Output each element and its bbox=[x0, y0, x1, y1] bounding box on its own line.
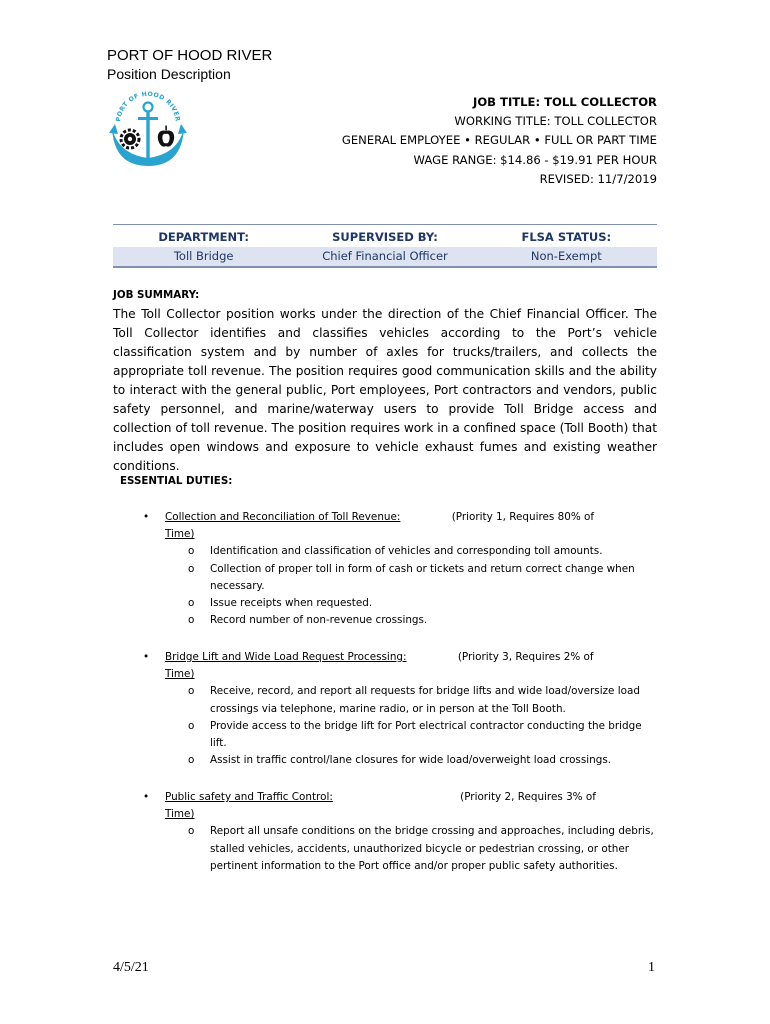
sub-bullet-icon: o bbox=[188, 754, 195, 767]
duty-item bbox=[113, 649, 673, 769]
duty-subitem bbox=[113, 543, 660, 560]
document-subtitle: Position Description bbox=[107, 66, 231, 82]
flsa-status-value: Non-Exempt bbox=[530, 249, 602, 263]
department-header: DEPARTMENT: bbox=[158, 230, 249, 244]
duty-priority-cont-text: Time) bbox=[165, 808, 195, 821]
duty-priority: (Priority 3, Requires 2% of bbox=[457, 651, 594, 663]
duty-subitem bbox=[113, 612, 660, 629]
employee-classification: GENERAL EMPLOYEE • REGULAR • FULL OR PART TIME bbox=[341, 133, 657, 148]
duty-priority: (Priority 1, Requires 80% of bbox=[451, 511, 595, 523]
duty-subitem bbox=[113, 561, 660, 595]
duty-priority-cont-text: Time) bbox=[165, 668, 195, 681]
duty-subitem-text: Receive, record, and report all requests for bridge lifts and wide load/oversize load crossings via telephone, marine radio, or in person at the Toll Booth. bbox=[210, 685, 640, 715]
footer-date: 4/5/21 bbox=[113, 960, 149, 975]
department-table bbox=[113, 224, 657, 268]
page-number: 1 bbox=[648, 960, 655, 975]
wage-range: WAGE RANGE: $14.86 - $19.91 PER HOUR bbox=[413, 152, 657, 167]
duty-heading bbox=[113, 649, 673, 666]
duty-subitem bbox=[113, 595, 660, 612]
duty-title: Bridge Lift and Wide Load Request Processing: bbox=[165, 651, 407, 663]
sub-bullet-icon: o bbox=[188, 614, 195, 627]
duty-subitem-text: Issue receipts when requested. bbox=[210, 597, 373, 610]
duty-priority-cont bbox=[113, 666, 673, 683]
sub-bullet-icon: o bbox=[188, 685, 195, 698]
duty-heading bbox=[113, 789, 673, 806]
duty-priority: (Priority 2, Requires 3% of bbox=[460, 791, 596, 803]
revised-date: REVISED: 11/7/2019 bbox=[539, 171, 657, 186]
bullet-icon: • bbox=[143, 511, 150, 523]
department-value: Toll Bridge bbox=[173, 249, 234, 263]
logo-text: PORT OF HOOD RIVER bbox=[115, 90, 181, 123]
flsa-status-header: FLSA STATUS: bbox=[521, 230, 612, 244]
sub-bullet-icon: o bbox=[188, 597, 195, 610]
bullet-icon: • bbox=[143, 791, 150, 803]
duty-item bbox=[113, 509, 673, 629]
duty-subitem-text: Identification and classification of vehicles and corresponding toll amounts. bbox=[210, 545, 603, 558]
department-table-values bbox=[113, 247, 657, 266]
duty-priority-cont bbox=[113, 526, 673, 543]
sub-bullet-icon: o bbox=[188, 825, 195, 838]
working-title: WORKING TITLE: TOLL COLLECTOR bbox=[454, 114, 657, 129]
duty-subitem bbox=[113, 823, 660, 875]
duty-subitem bbox=[113, 683, 660, 717]
supervised-by-header: SUPERVISED BY: bbox=[332, 230, 438, 244]
port-logo bbox=[108, 88, 188, 174]
duty-priority-cont-text: Time) bbox=[165, 528, 195, 541]
duty-subitem bbox=[113, 718, 660, 752]
organization-name: PORT OF HOOD RIVER bbox=[107, 47, 273, 64]
sub-bullet-icon: o bbox=[188, 562, 195, 575]
sub-bullet-icon: o bbox=[188, 719, 195, 732]
duty-item bbox=[113, 789, 673, 875]
sub-bullet-icon: o bbox=[188, 545, 195, 558]
job-summary-text: The Toll Collector position works under the direction of the Chief Financial Officer. The Toll Collector identifies and classifies vehicles according to the Port’s vehicle classification system and by number of axles for trucks/trailers, and collects the appropriate toll revenue. The position requires good communication skills and the ability to interact with the general public, Port employees, Port contractors and vendors, public safety personnel, and marine/waterway users to provide Toll Bridge access and collection of toll revenue. The position requires work in a confined space (Toll Booth) that includes open windows and exposure to vehicle exhaust fumes and existing weather conditions. bbox=[113, 307, 657, 473]
duty-title: Public safety and Traffic Control: bbox=[165, 791, 333, 803]
essential-duties-label: ESSENTIAL DUTIES: bbox=[120, 475, 233, 487]
duty-subitem bbox=[113, 752, 660, 769]
duty-heading bbox=[113, 509, 673, 526]
job-summary-label: JOB SUMMARY: bbox=[113, 289, 200, 301]
duty-subitem-text: Report all unsafe conditions on the bridge crossing and approaches, including debris, stalled vehicles, accidents, unauthorized bicycle or pedestrian crossing, or other pertinent information to the Port office and/or proper public safety authorities. bbox=[210, 825, 654, 872]
job-title: JOB TITLE: TOLL COLLECTOR bbox=[473, 95, 657, 109]
gear-icon bbox=[121, 130, 139, 148]
apple-icon bbox=[158, 126, 174, 147]
duty-subitem-text: Provide access to the bridge lift for Port electrical contractor conducting the bridge lift. bbox=[210, 719, 642, 750]
supervised-by-value: Chief Financial Officer bbox=[322, 249, 448, 263]
duty-subitem-text: Collection of proper toll in form of cash or tickets and return correct change when necessary. bbox=[210, 562, 635, 592]
department-table-header bbox=[113, 225, 657, 247]
duty-title: Collection and Reconciliation of Toll Revenue: bbox=[165, 511, 401, 523]
job-info-block bbox=[342, 93, 657, 189]
duty-priority-cont bbox=[113, 806, 673, 823]
duty-subitem-text: Record number of non-revenue crossings. bbox=[210, 614, 428, 627]
duty-subitem-text: Assist in traffic control/lane closures for wide load/overweight load crossings. bbox=[210, 754, 612, 767]
bullet-icon: • bbox=[143, 651, 150, 663]
